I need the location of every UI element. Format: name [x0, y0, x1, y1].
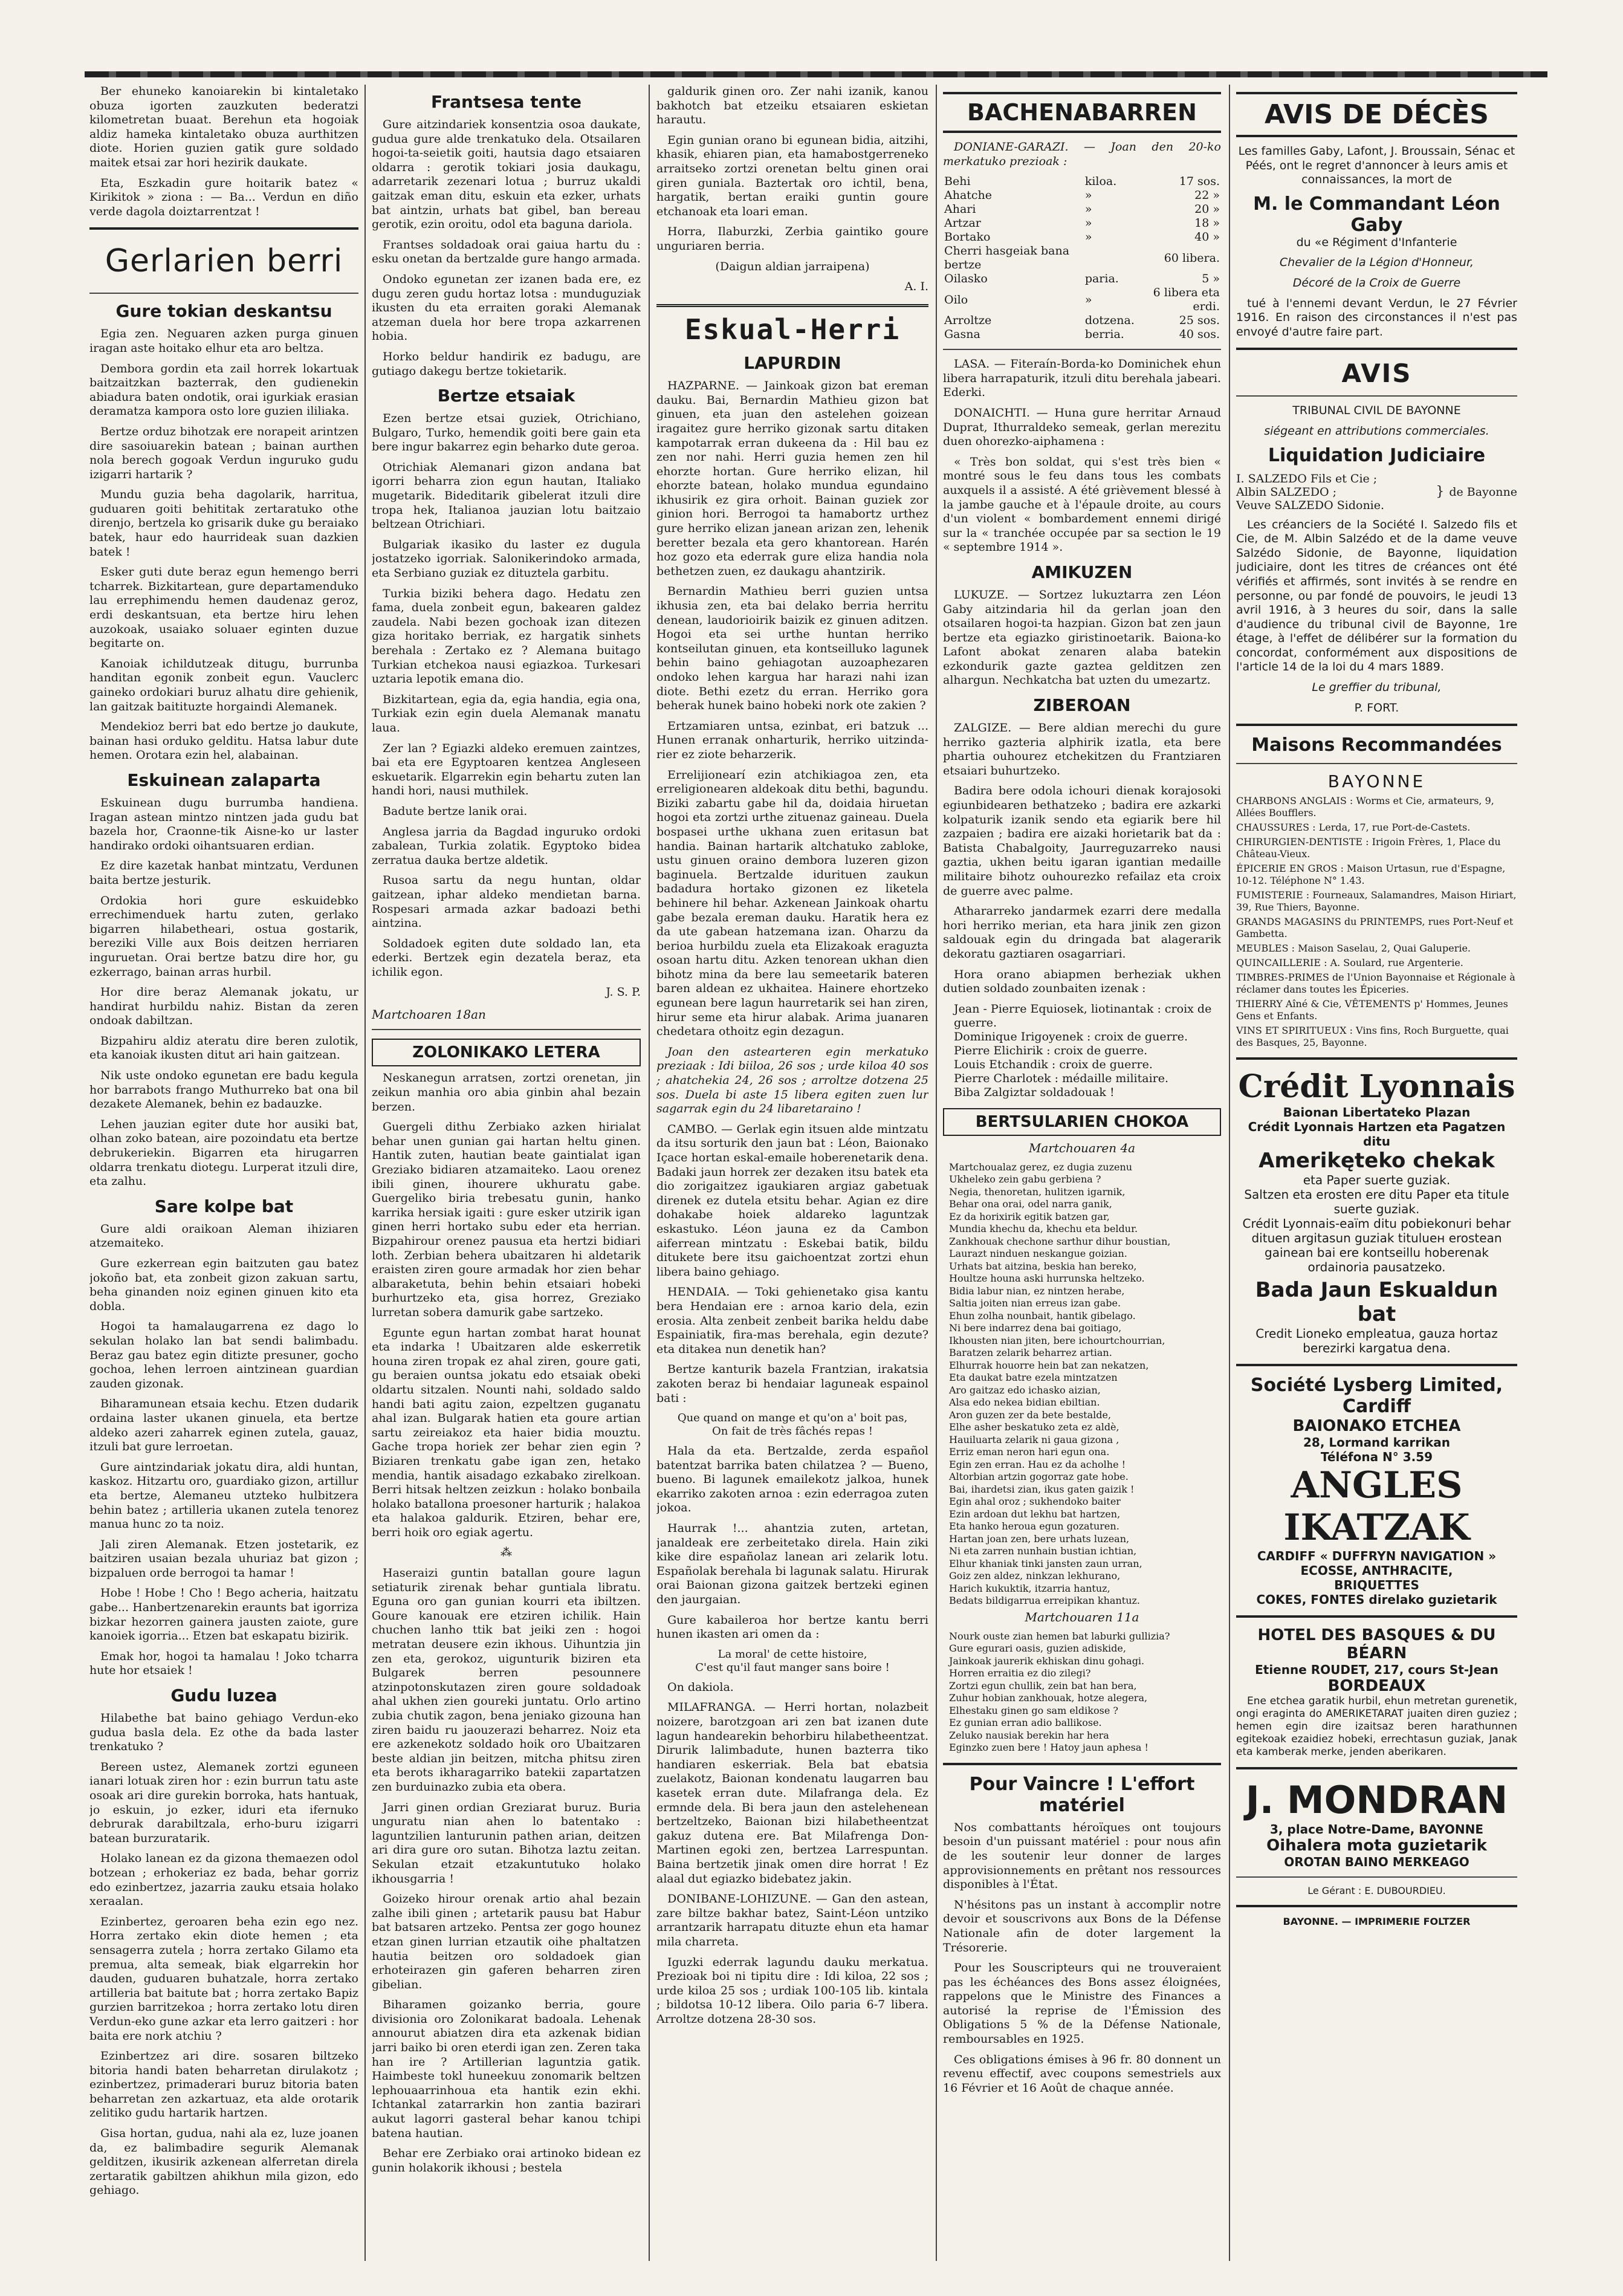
text-line: Zuhur hobian zankhouak, hotze alegera,	[949, 1692, 1148, 1704]
ad-text: OROTAN BAINO MERKEAGO	[1284, 1855, 1469, 1870]
ad-title: AVIS DE DÉCÈS	[1236, 92, 1517, 137]
price-cell: paria.	[1084, 272, 1119, 286]
text-line: Laurazt ninduen neskangue goizian.	[949, 1248, 1127, 1260]
price-cell: 6 libera eta erdi.	[1153, 286, 1220, 314]
text-line: Altorbian artzin gogorraz gate hobe.	[949, 1471, 1129, 1483]
price-cell: 40 »	[1194, 230, 1220, 244]
text-line: Pierre Elichirik : croix de guerre.	[954, 1043, 1148, 1057]
paragraph: Mundu guzia beha dagolarik, harritua, guduaren goiti behititak zertaratuko othe direnjo, bertzela ko grisarik duke gu beraiako batek, haur edo haurrideak suan dazkien batek !	[89, 488, 358, 559]
price-row	[943, 175, 1221, 189]
price-cell: »	[1084, 293, 1092, 306]
paragraph: DONAICHTI. — Huna gure herritar Arnaud Duprat, Ithurraldeko semeak, gerlan merezitu duen ohorezko-aiphamena :	[943, 406, 1221, 449]
region-heading: BACHENABARREN	[943, 92, 1221, 133]
paragraph: Eta, Eszkadin gure hoitarik batez « Kirikitok » ziona : — Ba... Verdun en diño verde dagola doiztarrentzat !	[89, 176, 358, 218]
dateline: Martchouaren 4a	[1028, 1140, 1136, 1155]
price-table	[943, 175, 1221, 342]
paragraph: Dembora gordin eta zail horrek lokartuak baitzaitzkan bazterrak, den gudienekin abiadura baten ondotik, orai igurkiak erasian deramatza kampora osto lore guzien ililiaka.	[89, 362, 358, 418]
divider	[1236, 1767, 1517, 1769]
column-2	[372, 85, 641, 2285]
price-cell: 18 »	[1194, 216, 1220, 230]
ad-heading: ANGLES IKATZAK	[1283, 1464, 1470, 1549]
text-line: Ezin ardoan dut lekhu bat hartzen,	[949, 1508, 1121, 1520]
price-cell: 40 sos.	[1179, 328, 1220, 342]
top-border	[85, 71, 1547, 77]
paragraph: Guergeli dithu Zerbiako azken hirialat behar unen gunian gai hartan heltu ginen. Hantik zuten, hautian beate gaintialat igan Greziako bidiaren atzamaiteko. Laou orenez ibili ginen, ihourere ukhuratu gabe. Guergeliko biria trebesatu gunin, hanko karrika hersiak igaiti : gure esker utzirik igan ginen herri hortako subu eder eta herrian. Bizpahirour orenez pausua eta hertzi bidiari loth. Zerbian behera ubaitzaren hi aldetarik eraisten ziren goure armadak hor zien behar albaraketuta, behin behin etsaiari hobeki burhurtzeko eta, gisa horrez, Greziako lurretan sobera damurik gabe sartzeko.	[372, 1120, 641, 1319]
price-row	[943, 230, 1221, 244]
text-line: Ehun zolha nounbait, hantik gibelago.	[949, 1309, 1136, 1321]
price-row	[943, 328, 1221, 342]
price-cell: 25 sos.	[1179, 314, 1220, 328]
paragraph: Goizeko hirour orenak artio ahal bezain zalhe ibili ginen ; artetarik pausu bat Habur bat batsaren artzeko. Pentsa zer gogo hounez etzan ginen lurrian etzautik oihe phaltatzen hautia beitzen oro soldadoek gian erhoteirazen gin gaferen beharren ziren gibelian.	[372, 1892, 641, 1991]
ad-title: HOTEL DES BASQUES & DU BÉARN	[1257, 1626, 1496, 1663]
paragraph: CAMBO. — Gerlak egin itsuen alde mintzatu da itsu sorturik den jaun bat : Léon, Baionako Içace hortan eskal-emaile hoberenetarik dena. Badaki jaun horrek zer dezaken itsu batek eta dio zorigaitzez igaukiaren argiaz gabetuak direnek ez dutela etsitu behar. Agian ez dire dohakabe hoiek aldareko laguntzak eskastuko. Léon jauna ez da Cambon aiferrean mintzatu : Eskebai batik, bildu ditukete bere itsu gaichoentzat zortzi ehun libera baino gehiago.	[656, 1122, 928, 1279]
text-line: Houltze houna aski hurrunska heltzeko.	[949, 1273, 1145, 1285]
paragraph: Horko beldur handirik ez badugu, are gutiago dakegu bertze tokietarik.	[372, 349, 641, 378]
column-rule	[649, 85, 650, 2261]
text-line: Gure egurari oasis, guzien adiskide,	[949, 1643, 1126, 1655]
paragraph: Anglesa jarria da Bagdad inguruko ordoki zabalean, Turkia zolatik. Egyptoko bidea zerratua dauka bertze aldetik.	[372, 825, 641, 867]
text-line: ÉPICERIE EN GROS : Maison Urtasun, rue d'Espagne, 10-12. Téléphone N° 1.43.	[1236, 863, 1506, 887]
text-line: Negia, thenoretan, hulitzen igarnik,	[949, 1185, 1126, 1198]
ad-text: I. SALZEDO Fils et Cie ;	[1236, 472, 1378, 485]
price-cell: 5 »	[1202, 272, 1220, 286]
ad-text: ECOSSE, ANTHRACITE,	[1300, 1563, 1453, 1578]
paragraph: Zer lan ? Egiazki aldeko eremuen zaintzes, bai eta ere Egyptoaren kentzea Angleseen eskuetarik. Elgarrekin egin behartu zuten lan handi hori, nausi muthilek.	[372, 741, 641, 798]
honor-list	[943, 1002, 1221, 1100]
text-line: Dominique Irigoyenek : croix de guerre.	[954, 1030, 1188, 1043]
text-line: Horren erraitia ez dio zilegi?	[949, 1667, 1091, 1679]
price-cell: 22 »	[1194, 189, 1220, 203]
paragraph: Gure kabaileroa hor bertze kantu berri hunen ikasten ari omen da :	[656, 1613, 928, 1641]
text-line: CHIRURGIEN-DENTISTE : Irigoin Frères, 1, Place du Château-Vieux.	[1236, 836, 1501, 860]
text-line: Aro gaitzaz edo ichasko aizian,	[949, 1384, 1101, 1396]
text-line: CHARBONS ANGLAIS : Worms et Cie, armateurs, 9, Allées Boufflers.	[1236, 795, 1494, 819]
region-heading: LAPURDIN	[743, 353, 841, 374]
article-heading: Gure tokian deskantsu	[115, 301, 332, 322]
price-cell: Behi	[944, 175, 971, 189]
region-heading: AMIKUZEN	[1031, 562, 1133, 582]
ad-title: AVIS	[1341, 358, 1412, 389]
divider	[1236, 395, 1517, 397]
divider	[89, 293, 358, 294]
price-cell: berria.	[1084, 328, 1124, 342]
divider	[1236, 1876, 1517, 1878]
ad-heading: Amerikęteko chekak	[1259, 1149, 1495, 1173]
price-cell	[1084, 244, 1136, 272]
price-cell: kiloa.	[1084, 175, 1117, 189]
paragraph: Gure aitzindariek konsentzia osoa daukate, gudua gure alde trenkatuko dela. Otsailaren hogoi-ta-seietik goiti, hautsia dago etsaiaren oldarra : gerotik tokiari josia daukagu, adarretarik zezenari lotuа ; burruz ukaldi gaitzak eman ditu, eskuin eta ezker, urhats bat aintzin, urhats bat gibel, ban bereau gerotik, ezin oroitu, odol eta baguna dariola.	[372, 118, 641, 232]
bank-ad	[1236, 1068, 1517, 1355]
paragraph: Badute bertze lanik orai.	[383, 804, 528, 818]
paragraph: Nik uste ondoko egunetan ere badu kegula hor barrabots frango Muthurreko bat ona bil dezakete Alemanek, behin ez badauzke.	[89, 1069, 358, 1111]
dateline: Martchoaren 18an	[372, 1007, 486, 1022]
price-cell: »	[1084, 216, 1092, 230]
region-heading: ZIBEROAN	[1033, 695, 1131, 716]
paragraph: Lehen jauzian egiter dute hor ausiki bat, olhan zoko batean, aire pozoindatu eta bertze debrukeriekin. Bigarren eta hirugarren oldarra trenkatu diotegu. Lurperat itzuli dire, eta zalhu.	[89, 1117, 358, 1189]
paragraph: Hilabethe bat baino gehiago Verdun-eko guduа basla dela. Ez othe da bada laster trenkatuko ?	[89, 1711, 358, 1754]
ad-text: Saltzen eta erosten ere ditu Paper eta titule suerte guziak.	[1244, 1187, 1509, 1217]
paragraph: Otrichiak Alemanari gizon andana bat igorri beharra zion egun hautan, Italiako mugetarik. Bideditarik gibelerat itzuli dire tropa hek, Italianoa jauzian lotu baitzaio beltzean Otrichiari.	[372, 460, 641, 531]
price-cell: »	[1084, 189, 1092, 203]
text-line: Bidia labur nian, ez nintzen herabe,	[949, 1285, 1125, 1297]
quote: La moral' de cette histoire, C'est qu'il faut manger sans boire !	[695, 1647, 890, 1674]
paragraph: Ezinbertzez ari dire. sosaren biltzeko bitoria handi baten beharretan dirulakotz ; ezinbertzez, primaderari buruz bitoria baten beharretan zen azkartuaz, eta alde orotarik zelitiko gudu hartarik hartzen.	[89, 2049, 358, 2120]
paragraph: Bernardin Mathieu berri guzien untsa ikhusia zen, eta bai delako berria herritu denean, laudorioirik baizik ez ginuen aditzen. Hogoi eta sei urthe huntan herriko kontseilutan ginuen, eta kontseilluko lagunek behin baino gehiagotan auzoaphezaren ondoko lehen kargua har harazi nahi izan diote. Bethi ezetz du erran. Herriko gora beherak hunek baino hobeki nork ote zakien ?	[656, 585, 928, 713]
text-line: Alsa edo nekea bidian ebiltian.	[949, 1396, 1100, 1409]
ad-text: Les familles Gaby, Lafont, J. Broussain, Sénac et Péés, ont le regret d'annoncer à leurs amis et connaissances, la mort de	[1238, 144, 1515, 187]
paragraph: Horra, Ilaburzki, Zerbia gaintiko goure unguriaren berria.	[656, 225, 928, 253]
text-line: CHAUSSURES : Lerda, 17, rue Port-de-Castets.	[1236, 822, 1471, 834]
ad-text: Veuve SALZEDO Sidonie.	[1236, 498, 1385, 512]
price-cell: Artzar	[944, 216, 981, 230]
ad-heading: Liquidation Judiciaire	[1268, 444, 1486, 466]
ad-heading: Bada Jaun Eskualdun bat	[1255, 1278, 1498, 1327]
divider	[372, 1029, 641, 1030]
paragraph: Ber ehuneko kanoiarekin bi kintaletako obuza igorten zauzkuten bederatzi kilometretan buaat. Berehun eta hogoiak aldiz hameka kintaletako obuza aurthitzen diote. Horien guzien gatik gure soldado maitek etsai zar hori hezirik daukate.	[89, 85, 358, 169]
death-notice	[1236, 92, 1517, 339]
text-line: Hartan joan zen, bere urhats luzean,	[949, 1532, 1130, 1545]
text-line: Ikhousten nian jiten, bere ichourtchourrian,	[949, 1334, 1165, 1346]
paragraph: Errelijionearí ezin atchikiagoa zen, eta erreligionearen aldekoak ditu bethi, bagundu. Biziki zabartu gabe hil da, doidaia hiruetan hogoi eta zortzi urthe zituenaz gaineau. Duela bospasei urthe ukhana zuen eritasun bat handia. Bainan hartarik altchatuko zabloke, ustu ginuen oraino dembora luzeren gizon baginuela. Bertzalde idurituen zaukun badadura hortako gizonen ez liketela behinere hil behar. Azkenean Jainkoak ohartu gabe bezala ereman dauku. Haratik hera ez da ute gabean hatzemana izan. Oharzu da berioa hurbildu zuela eta Elizakoak eraguzta osoan hartu ditu. Azken tenorean ukhan dien bihotz mina da bere lau semeetarik bateren baren aldean ez ukhaitea. Hainere ehortzeko egunean bere lagun haurretarik sei han ziren, hirur seme eta hirur alabak. Arima juanaren chedetara othoitz egin dezagun.	[656, 768, 928, 1039]
paragraph: Emak hor, hogoi ta hamalau ! Joko tcharra hute hor etsaiek !	[89, 1649, 358, 1678]
price-cell: Bortako	[944, 230, 991, 244]
article-heading: Bertze etsaiak	[437, 386, 575, 406]
ad-text: du «e Régiment d'Infanterie	[1296, 235, 1457, 249]
paragraph: DONIANE-GARAZI. — Joan den 20-ko merkatuko preziоak :	[943, 140, 1221, 168]
price-cell: Cherri hasgeiak bana bertze	[944, 244, 1070, 272]
paragraph: Athararreko jandarmek ezarri dere medalla hori herriko merian, eta hara jinik zen gizon saldouak egin du dringada bat alagerarik dekoratu gaztiaren osagarriari.	[943, 904, 1221, 961]
divider	[89, 227, 358, 230]
ad-title: Maisons Recommandées	[1251, 735, 1502, 756]
column-4	[943, 85, 1221, 2285]
price-cell: Oilo	[944, 293, 968, 306]
ad-text: TRIBUNAL CIVIL DE BAYONNE	[1292, 404, 1461, 418]
paragraph: Bulgariak ikasiko du laster ez dugula jostatzeko igorriak. Salonikerindoko armada, eta Serbiano guziak ez dituztela garbitu.	[372, 537, 641, 580]
paragraph: Egunte egun hartan zombat harat hounat eta indarka ! Ubaitzaren alde eskerretik houna ziren tropak ez ahal ziren, goure gati, gu beraien ountsa jokatu edo etsaiak obeki oldartu sitzalen. Nounti nahi, soldado saldo handi bati agitu zaion, ezpeltzen guganatu ahal izan. Bulgarak hatien eta goure artian sartu zeireiakoz eta haier bidia mouztu. Gache tropa horiek zer behar zien egin ? Biziaren trenkatu gabe igan zen, hetako mendia, hantik aisadago ezkabako zirelkoan. Berri hitsak heltzen zeizkun : holako bonbaila holako batallona proesoner harturik ; halakoa eta halakoa galdurik. Etziren, behar ere, berri hoik oro egiak agertu.	[372, 1326, 641, 1539]
price-cell: »	[1084, 230, 1092, 244]
paragraph: (Daigun aldian jarraipena)	[715, 259, 870, 273]
price-cell: Ahari	[944, 203, 976, 216]
paragraph: Gisa hortan, gudua, nahi ala ez, luze joanen da, ez balimbadire segurik Alemanak gelditzen, ikusirik azkenean alferretan direla zertaratik gabiltzen ahikhun mila gizon, edo gehiago.	[89, 2127, 358, 2197]
text-line: Zortzi egun chullik, zein bat han bera,	[949, 1679, 1137, 1691]
ad-text: BRIQUETTES	[1334, 1578, 1419, 1593]
text-line: Eta hanko heroua egun gozaturen.	[949, 1520, 1119, 1532]
paragraph: Bertze kanturik bazela Frantzian, irakatsia zakoten beraz bi hendaiar laguneak espainol bati :	[656, 1363, 928, 1405]
text-line: GRANDS MAGASINS du PRINTEMPS, rues Port-Neuf et Gambetta.	[1236, 916, 1514, 940]
paragraph: Hobe ! Hobe ! Cho ! Bego acheria, haitzatu gabe... Hanbertzenarekin eraunts bat igorriza bizkar hezorren gainera jausten zaiote, gure kanoiek igorria... Etzen bat eskapatu bizirik.	[89, 1586, 358, 1643]
price-cell: 20 »	[1194, 203, 1220, 216]
paragraph: Joan den astearteren egin merkatuko preziаak : Idi biiloa, 26 sos ; urde kiloa 40 sos ; ahatchekia 24, 26 sos ; arroltze dotzena 25 sos. Duela bi aste 15 libera egiten zuen lur sagarrak egin du 24 libaretaraino !	[656, 1045, 928, 1116]
paragraph: Bizpahiru aldiz ateratu dire beren zulotik, eta kanoiak ikusten ditut ari hain gaitzean.	[89, 1034, 358, 1062]
text-line: Elhur khaniak tinki jansten zaun urran,	[949, 1557, 1142, 1569]
paragraph: Iguzki ederrak lagundu dauku merkatua. Preziоak boi ni tipitu dire : Idi kiloa, 22 sos ; urde kiloa 25 sos ; urdiak 100-105 lib. kintala ; bildotsa 10-12 libera. Oilo paria 6-7 libera. Arroltze dotzena 28-30 sos.	[656, 1955, 928, 2026]
text-line: Egin ahal oroz ; sukhendoko baiter	[949, 1496, 1121, 1508]
paragraph: LUKUZE. — Sortzez lukuztarra zen Léon Gaby aitzindaria hil da gerlan joan den otsailaren hogoi-ta hazpian. Gizon bat zen jaun bertze eta egiazko giristinoetarik. Baiona-ko Lafont abokat zenaren alaba batekin ezkondurik gazte gaztea gelditzen zen alhargun. Nechkatcha bat uzten du umezartz.	[943, 588, 1221, 687]
price-cell: Arroltze	[944, 314, 992, 328]
text-line: Bedats bildigarrua erreipikan khantuz.	[949, 1595, 1141, 1607]
column-1	[89, 85, 358, 2285]
paragraph: Bizkitartean, egia da, egia handia, egia ona, Turkiak ezin egin duela Alemanak manatu laua.	[372, 692, 641, 735]
gerant-line: Le Gérant : E. DUBOURDIEU.	[1307, 1885, 1446, 1897]
price-row	[943, 203, 1221, 216]
fabric-ad	[1236, 1778, 1517, 1869]
paragraph: Hala da eta. Bertzalde, zerda español batentzat barrika baten chilatzea ? — Bueno, bueno. Bi lagunek emailekotz jalkoa, hunek ekarriko zakoten arnoa : ezin ederragoa zuten jokoa.	[656, 1444, 928, 1515]
paragraph: Hora orano abiapmen berheziak ukhen dutien soldado zounbaiten izenak :	[943, 967, 1221, 996]
paragraph: Haurrak !... ahantzia zuten, artetan, janaldeak ere zerbeitetako direla. Hain ziki kike dire españolaz lanean ari zelarik lotu. Españolak berehala bi lagunak salatu. Hirurak orai Baionan gizona gaitzek bertzeki eginen den jaurgaian.	[656, 1522, 928, 1607]
column-5	[1236, 85, 1517, 2285]
paragraph: Turkia biziki behera dago. Hedatu zen fama, duela zonbeit egun, bakearen galdez zaudela. Nabi bezen gochoak izan ditezen giza horitako berriak, ez hargatik sinhets berehala : Zertako ez ? Alemana buitago Turkian etchekoa nausi egiazkoa. Turkesari uztaria lepotik emana dio.	[372, 586, 641, 686]
divider	[943, 1763, 1221, 1765]
paragraph: Jali ziren Alemanak. Etzen jostetarik, ez baitziren usaian bezala uhuriaz bat gizon ; bizpaluen orde berrogoi ta hamar !	[89, 1537, 358, 1580]
paragraph: N'hésitons pas un instant à accomplir notre devoir et souscrivons aux Bons de la Défense Nationale afin de doter largement la Trésorerie.	[943, 1898, 1221, 1954]
price-row	[943, 314, 1221, 328]
text-line: Baratzen zelarik beharrez artian.	[949, 1347, 1112, 1359]
paragraph: Egin gunian orano bi egunean bidia, aitzihi, khasik, ehiaren pian, eta hamabostgerreneko arraitseko zortzi orenetan beltu ginen orai giren guniala. Baztertak oro ichtil, bena, hargatik, bertan eraiki guntin goure etchanoak eta loari eman.	[656, 133, 928, 218]
ad-text: eta Paper suerte guziak.	[1303, 1173, 1451, 1188]
article-heading: Frantsesa tente	[430, 92, 581, 112]
ad-title: Société Lysberg Limited, Cardiff	[1250, 1375, 1503, 1418]
text-line: Ez gunian erran adio ballikose.	[949, 1717, 1102, 1729]
ad-text: Oihalera mota guzietarik	[1266, 1837, 1487, 1855]
text-line: Jean - Pierre Equiosek, liotinantak : croix de guerre.	[954, 1002, 1212, 1030]
price-row	[943, 272, 1221, 286]
paragraph: Egia zen. Neguaren azken purga ginuen iragan aste hoitako elhur eta aro beltza.	[89, 327, 358, 355]
text-line: VINS ET SPIRITUEUX : Vins fins, Roch Burguette, quai des Basques, 25, Bayonne.	[1236, 1025, 1509, 1049]
text-line: TIMBRES-PRIMES de l'Union Bayonnaise et Régionale à réclamer dans toutes les Épiceries.	[1236, 971, 1515, 996]
text-line: Bai, ihardetsi zian, ikus gaten gaizik !	[949, 1483, 1135, 1495]
paragraph: HAZPARNE. — Jainkoak gizon bat ereman dauku. Bai, Bernardin Mathieu gizon bat ginuen, eta juan den astelehen goizean iragaitez gure herriko gizonak sartu ditaken kampotarrak erran dukeena da : Hil bau ez zen nor nahi. Herri guzia hemen zen hil ehorzte hortan. Gure herriko elizan, hil ehorzte batean, holako munduа egundaino ikhusirik ez gira orhoit. Bainan guziek zor ginion hori. Berrogoi ta hamabortz urthez gure herriko elizan janean arizan zen, lehenik beretter bezala eta gero khantorean. Harén hoz gozo eta ederrak gure eliza handia nola bethetzen zuen, ez daukagu ahantzirik.	[656, 379, 928, 578]
divider	[1236, 348, 1517, 350]
ad-text: Téléfona N° 3.59	[1320, 1450, 1433, 1465]
paragraph: Behar ere Zerbiako orai artinoko bidean ez gunin holakorik ikhousi ; bestela	[372, 2147, 641, 2174]
ad-text: siégeant en attributions commerciales.	[1264, 424, 1489, 438]
ad-text: Ene etchea garatik hurbil, ehun metretan gurenetik, ongi eraginta do AMERIKETARAT juaiten diren guziez ; hemen egin dire izaitsaz beren harathunnen egitekoak ezaidiez hobeki, errechtasun guziak, Janak eta kamberak merke, jenden aberikaren.	[1236, 1695, 1517, 1759]
divider	[1236, 1905, 1517, 1907]
price-row	[943, 286, 1221, 314]
text-line: Hauiluarta zelarik ni gaua gizona ,	[949, 1433, 1119, 1445]
paragraph: Soldadoek egiten dute soldado lan, eta ederki. Bertzek egin dezatela beraz, eta ichilik egon.	[372, 936, 641, 979]
text-line: Mundia khechu da, khechu eta beldur.	[949, 1223, 1138, 1235]
poem	[943, 1630, 1221, 1754]
paragraph: Gure ezkerrean egin baitzuten gau batez jokoño bat, eta zonbeit gizon zakuan sartu, beha ginanden noiz eginen ginuen kito eta dobla.	[89, 1257, 358, 1313]
text-line: Eta daukat batre ezela mintzatzen	[949, 1372, 1118, 1384]
text-line: FUMISTERIE : Fourneaux, Salamandres, Maison Hiriart, 39, Rue Thiers, Bayonne.	[1236, 889, 1517, 913]
article-heading: Sare kolpe bat	[154, 1196, 294, 1216]
ad-text: Baionan Libertateko Plazan	[1283, 1105, 1471, 1120]
paragraph: Rusoa sartu da negu huntan, oldar gaitzean, iphar aldeko mendietan barna. Rospesari armada azkar badoazi bethi aintzina.	[372, 874, 641, 930]
paragraph: Biharamunean etsaia kechu. Etzen dudarik ordaina laster ukanen ginuela, eta bertze aldeko azeri zaharrek eginen zutela, gauaz, itzuli bat gure lerroetan.	[89, 1397, 358, 1454]
text-line: Zeluko nausiak berekin har hera	[949, 1729, 1109, 1741]
price-cell: Ahatche	[944, 189, 993, 203]
paragraph: Gure aintzindariak jokatu dira, aldi huntan, kaskoz. Hitzartu oro, guardiako gizon, artillur eta bertze, Alemaneu utzteko hulbitzera behin batez ; artilleria ukanen zutela tenorez manua hunc zo ta noiz.	[89, 1460, 358, 1531]
ad-title: J. MONDRAN	[1245, 1778, 1508, 1823]
text-line: Ez da horixirik egitik batzen gar,	[949, 1210, 1110, 1222]
paragraph: Haseraizi guntin batallan goure lagun setiaturik zirenak behar guntiala libratu. Eguna oro gan gunian kourri eta ibiltzen. Goure kanouak ere etziren ichilik. Hain chuchen lanho ttik bat jeiki zen : hogoi metratan deusere ezin ikhous. Uihuntzia jin zen eta, gerokoz, uigunturik biziren eta Bulgarek berren pesounnere atzinpotonskutazen ziren goure soldadoak ahal ukhen zien goureki juntatu. Orlo artino zubia chutik zagon, bena jeniako gizouna han ziren baidu ru jaouzerazi beharrez. Noiz eta ere azkenekotz soldado hoik oro Ubaitzaren beste aldian jin beitzen, mitcha phitsu ziren eta berots ikharagarriko batekii zapartatzen zen burduinazko zubia eta obera.	[372, 1566, 641, 1794]
article-heading: ZOLONIKAKO LETERA	[372, 1039, 641, 1066]
paragraph: Frantses soldadoak orai gaiua hartu du : esku onetan da bertzalde gure hango armada.	[372, 238, 641, 266]
paragraph: Biharamen goizanko berria, goure divisionia oro Zolonikarat badoala. Lehenak annourut abiatzen dira eta azkenak bidian jarri baiko bi oren eterdi igan zen. Zeren taka han ire ? Artillerian laguntzia gatik. Haimbeste tokl huneekuu zonomarik beltzen lephouaarrinhoua eta hantik ezin ekhi. Ichtankal zatarrarkin hon zantia bazirari aukut lagorri gasteral behar kanou tchipi batena hautian.	[372, 1998, 641, 2140]
paragraph: « Très bon soldat, qui s'est très bien « montré sous le feu dans tous les combats auxquels il a assisté. A été grièvement blessé à la jambe gauche et à l'épaule droite, au cours d'un violent « bombardement ennemi dirigé sur la « tranchée occupée par sa section le 19 « septembre 1914 ».	[943, 455, 1221, 554]
ad-text: tué à l'ennemi devant Verdun, le 27 Février 1916. En raison des circonstances il n'est pas envoyé d'autre faire part.	[1236, 296, 1517, 339]
article-heading: Gudu luzea	[170, 1685, 277, 1706]
dateline: Martchouaren 11a	[1025, 1609, 1139, 1624]
paragraph: Hogoi ta hamalaugarrena ez dago lo sekulan holako lan bat sendi balimbadu. Beraz gau batez egin ditizte presuner, gocho gochoa, lehen lerroen aintzinean guardian zauden gizonak.	[89, 1320, 358, 1390]
article-heading: Eskuinean zalaparta	[127, 770, 321, 790]
paragraph: Eskuinean dugu burrumba handiena. Iragan astean mintzo nintzen jada gudu bat bazela hor, Craonne-tik Aisne-ko ur laster handirako ordoki oihantsuaren erdian.	[89, 796, 358, 852]
price-row	[943, 189, 1221, 203]
column-rule	[936, 85, 937, 2261]
paragraph: On dakiola.	[667, 1680, 734, 1694]
article-heading: BERTSULARIEN CHOKOA	[943, 1108, 1221, 1136]
quote: Que quand on mange et qu'on a' boit pas, On fait de très fâchés repas !	[677, 1412, 908, 1438]
divider	[1236, 1057, 1517, 1060]
ad-text: Crédit Lyonnais-eaïm ditu pobiekonuri behar dituen argitasun guziak titulueн erostean gainean bai ere kontseillu hoberenak ordainoriа pausatzeko.	[1242, 1216, 1511, 1275]
legal-notice: AVIS TRIBUNAL CIVIL DE BAYONNE siégeant en attributions commerciales. Liquidation Judiciaire I. SALZEDO Fils et Cie ; Albin SALZEDO ; Veuve SALZEDO Sidonie. } de Bayonne Les créanciers de la Société I. Salzedo fils et Cie, de M. Albin Salzédo et de la dame veuve Salzédo Sidonie, de Bayonne, liquidation judiciaire, dont les titres de créances ont été vérifiés et affirmés, sont invités à se rendre en personne, ou par fondé de pouvoirs, le jeudi 13 avril 1916, à 3 heures du soir, dans la salle d'audience du tribunal civil de Bayonne, 1re étage, à l'effet de délibérer sur la formation du concordat, conformément aux dispositions de l'article 14 de la loi du 4 mars 1889. Le greffier du tribunal, P. FORT.	[1236, 358, 1517, 715]
price-cell: »	[1084, 203, 1092, 216]
text-line: Biba Zalgiztar soldadouak !	[954, 1085, 1115, 1099]
price-row	[943, 216, 1221, 230]
price-cell: 60 libera.	[1164, 251, 1220, 265]
ad-text: Etienne ROUDET, 217, cours St-Jean	[1255, 1662, 1498, 1678]
asterism: ⁂	[501, 1546, 512, 1560]
article-heading: Pour Vaincre ! L'effort matériel	[969, 1773, 1195, 1816]
ad-text: Albin SALZEDO ;	[1236, 485, 1336, 499]
ad-name: M. le Commandant Léon Gaby	[1253, 193, 1500, 236]
column-rule	[1229, 85, 1230, 2261]
paragraph: Badira bere odola ichouri dienak korajosoki egiunbidearen bethatzeko ; badira ere azkarki kolpaturik izanik sendo eta egiarik bere hil zazpaien ; badira ere aizaki horietarik bat da : Batista Chabalgoity, Jaurreguzarreko nausi gaztia, ukhen beitu igaran igantian medaille militaire bihotz ouhourezko refailaz eta croix de guerre avec palme.	[943, 784, 1221, 898]
paragraph: Neskanegun arratsen, zortzi orenetan, jin zeikun manhia oro abia ginbin ahal bezain berzen.	[372, 1071, 641, 1114]
paragraph: Hor dire beraz Alemanak jokatu, ur handirat hurbildu nahiz. Bistan da zeren ondoak dabiltzan.	[89, 985, 358, 1028]
text-line: Saltia joiten nian erreus izan gabe.	[949, 1297, 1121, 1309]
paragraph: Jarri ginen ordian Greziarat buruz. Buria unguratu nian ahen lo batentako : laguntzilien lanturunin pathen arian, deitzen ari dira gure oro sutan. Bihotza laztu zeitan. Sekulan etzait etzakuntutuko holako ikhousgarria !	[372, 1800, 641, 1886]
text-line: Pierre Charlotek : médaille militaire.	[954, 1071, 1169, 1085]
text-line: Ukheleko zein gabu gerbiena ?	[949, 1173, 1101, 1185]
divider	[1236, 1615, 1517, 1618]
text-line: MEUBLES : Maison Saselau, 2, Quai Galuperie.	[1236, 942, 1471, 955]
printer-line: BAYONNE. — IMPRIMERIE FOLTZER	[1283, 1916, 1471, 1928]
paragraph: HENDAIA. — Toki gehienetako gisa kantu bera Hendaian ere : arnoa kario dela, ezin erosia. Alta zenbeit zenbeit barika heldu dabe Espainiatik, fira-mas berehala, egin dezute? eta ditakea nun denetik han?	[656, 1285, 928, 1356]
section-title: Eskual-Herri	[656, 304, 928, 346]
paragraph: Ez dire kazetak hanbat mintzatu, Verdunen baita bertze jesturik.	[89, 859, 358, 887]
paragraph: Pour les Souscripteurs qui ne trouveraient pas les échéances des Bons assez éloignées, rappelons que le Ministre des Finances a autorisé la reprise de l'Émission des Obligations 5 % de la Défense Nationale, remboursables en 1925.	[943, 1961, 1221, 2046]
text-line: Louis Etchandik : croix de guerre.	[954, 1057, 1153, 1071]
text-line: Zankhouak chechone sarthur dihur boustian,	[949, 1235, 1171, 1247]
text-line: Elhurrak houorre hein bat zan nekatzen,	[949, 1359, 1149, 1371]
paragraph: galdurik ginen oro. Zer nahi izanik, kanou bakhotch bat etzeiku etsaiaren eskietan harautu.	[656, 85, 928, 127]
paragraph: Ces obligations émises à 96 fr. 80 donnent un revenu effectif, avec coupons semestriels aux 16 Février et 16 Août de chaque année.	[943, 2052, 1221, 2095]
ad-text: COKES, FONTES direlako guzietarik	[1256, 1592, 1497, 1607]
text-line: Egin zen erran. Hau ez da acholhe !	[949, 1458, 1126, 1470]
text-line: Ni bere indarrez dena bai goitiago,	[949, 1322, 1122, 1334]
text-line: Martchoualaz gerez, ez dugia zuzenu	[949, 1161, 1133, 1173]
ad-text: Les créanciers de la Société I. Salzedo fils et Cie, de M. Albin Salzédo et de la dame veuve Salzédo Sidonie, de Bayonne, liquidation judiciaire, dont les titres de créances ont été vérifiés et affirmés, sont invités à se rendre en personne, ou par fondé de pouvoirs, le jeudi 13 avril 1916, à 3 heures du soir, dans la salle d'audience du tribunal civil de Bayonne, 1re étage, à l'effet de délibérer sur la formation du concordat, conformément aux dispositions de l'article 14 de la loi du 4 mars 1889.	[1236, 517, 1517, 674]
ad-text: Décoré de la Croix de Guerre	[1292, 276, 1461, 290]
paragraph: Kanoiak ichildutzeak ditugu, burrunba handitan egonik zonbeit egun. Vauclerc gaineko ordokiari buruz alhatu dire gehienik, lan gaitzak baitituzte horgaindi Alemanek.	[89, 657, 358, 713]
section-title: Gerlarien berri	[105, 243, 343, 280]
shop-list	[1236, 795, 1517, 1049]
column-rule	[364, 85, 366, 2261]
text-line: THIERRY Aîné & Cie, VÊTEMENTS p' Hommes, Jeunes Gens et Enfants.	[1236, 998, 1508, 1022]
text-line: Erriz eman neron hari egun ona.	[949, 1446, 1110, 1458]
signature: A. I.	[904, 280, 928, 294]
text-line: Eginzko zuen bere ! Hatoy jaun aphesa !	[949, 1742, 1148, 1754]
paragraph: Ezen bertze etsai guziek, Otrichiano, Bulgaro, Turko, hemendik goiti bere gain eta bere ingur bakarrez egin beharko dute geroa.	[372, 412, 641, 454]
text-line: Goiz zen aldez, ninkzan lekhurano,	[949, 1570, 1121, 1582]
price-cell: Oilasko	[944, 272, 988, 286]
price-row	[943, 244, 1221, 272]
ad-text: Le greffier du tribunal,	[1312, 681, 1442, 695]
text-line: Ni eta zarren nunhain bustian ichtian,	[949, 1545, 1137, 1557]
paragraph: LASA. — Fiteraín-Borda-ko Dominichek ehun libera harrapaturik, itzuli ditu berehala jabeari. Ederki.	[943, 357, 1221, 400]
ad-text: BAIONAKO ETCHEA	[1292, 1417, 1461, 1436]
paragraph: Bertze orduz bihotzak ere norapeit arintzen dire sasoiuarekin batean ; bainan aurthen nola berech gogoak Verdun inguruko gudu izigarri hartarik ?	[89, 424, 358, 481]
text-line: Behar ona orai, odel narra ganik,	[949, 1198, 1112, 1210]
divider	[1236, 763, 1517, 764]
price-cell: 17 sos.	[1179, 175, 1220, 189]
text-line: Nourk ouste zian hemen bat laburki gullizia?	[949, 1630, 1170, 1642]
ad-text: CARDIFF « DUFFRYN NAVIGATION »	[1257, 1549, 1497, 1564]
paragraph: Ertzamiaren untsa, ezinbat, eri batzuk ... Hunen erranak onharturik, herriko uitzinda-rier ez ziote beharzerik.	[656, 719, 928, 761]
signature: J. S. P.	[606, 985, 641, 999]
paragraph: Esker guti dute beraz egun hemengo berri tcharrek. Bizkitartean, gure departamenduko lau errephimendu hemen daudenaz geroz, erdi deskantsuan, eta bertze hiru lehen auzokoak, usaiako soluaer eginten duzue begitarte on.	[89, 565, 358, 650]
text-line: Elhestaku ginen go sam eldikose ?	[949, 1704, 1118, 1716]
price-cell: dotzena.	[1084, 314, 1135, 328]
text-line: Harich kukuktik, itzarria hantuz,	[949, 1582, 1110, 1594]
paragraph: Mendekioz berri bat edo bertze jo daukute, bainan hasi orduko gelditu. Hatsa labur dute hemen. Orotara ezin hel, alabainan.	[89, 720, 358, 762]
ad-text: BORDEAUX	[1327, 1677, 1426, 1696]
hotel-ad	[1236, 1626, 1517, 1759]
column-3	[656, 85, 928, 2285]
ad-text: 3, place Notre-Dame, BAYONNE	[1269, 1822, 1484, 1837]
paragraph: Holako lanean ez da gizona themaezen odol botzean ; erhokeriaz ez bada, behar gorriz edo ezinbertzez, jazarria zauku etsaia holako xeraalan.	[89, 1852, 358, 1908]
paragraph: Bereen ustez, Alemanek zortzi eguneen ianari lotuak ziren hor : ezin burrun tatu aste osoak ari dire gurekin borroka, hats hantuak, jo eskuin, jo ezker, iduri eta ifernuko debrurak darabiltzala, erho-buru izigarri batean burzuratarik.	[89, 1760, 358, 1845]
ad-text: P. FORT.	[1354, 701, 1399, 715]
paragraph: Ordokia hori gure eskuidebko errechimenduek hartu zuten, gerlako bigarren hilabetheari, ostua gostarik, bereziki Ville aux Bois deitzen herriaren inguruetan. Orai bertze batzu dire hor, gu ezkerrago, bainan arras hurbil.	[89, 893, 358, 979]
recommended-shops	[1236, 735, 1517, 1049]
text-line: Elhe asher beskatuko zeta ez aldè,	[949, 1421, 1119, 1433]
ad-title: Crédit Lyonnais	[1238, 1068, 1515, 1106]
poem	[943, 1161, 1221, 1607]
text-line: Jainkoak jaurerik ekhiskan dinu gohagi.	[949, 1655, 1145, 1667]
paragraph: MILAFRANGA. — Herri hortan, nolazbeit noizere, barotzgoan ari zen bat izanen dute lagun handearekin behorbiru hilabetheentzat. Dirurik lalimbadute, hunen bazterra tiko handiaren eskerriak. Bela bat ebatsia zuelakotz, Baionan kondenatu laugarren bau kasetek erran dute. Milafranga dela. Ez ermnde dela. Bi bera jaun den astelehenean bertzeltzeko, Baionan bizi hilabetheentzat gakuz dutena ere. Bat Milafrenga Don-Martinen egoki zen, bertzea Larrespuntan. Baina bertzetik jinak omen dire horrat ! Ez alaal dut egiazko bidebatez jakin.	[656, 1701, 928, 1886]
ad-text: Crédit Lyonnais Hartzen eta Pagatzen ditu	[1248, 1120, 1506, 1149]
ad-text: 28, Lormand karrikan	[1303, 1435, 1450, 1450]
paragraph: Gure aldi oraikoan Aleman ihiziaren atzemaiteko.	[89, 1222, 358, 1250]
divider	[943, 349, 1221, 350]
divider	[1236, 1364, 1517, 1366]
paragraph: Ondoko egunetan zer izanen bada ere, ez dugu zeren gudu hortaz lotsa : munduguziak ikusten du eta erraiten goraki Alemanak atzeman duela hor bere tropa azkarrenen hobia.	[372, 272, 641, 343]
ad-text: Credit Lioneko empleatua, gauza hortaz berezirki kargatua dena.	[1255, 1326, 1498, 1356]
text-line: Aron guzen zer da bete bestalde,	[949, 1409, 1112, 1421]
price-cell: Gasna	[944, 328, 980, 342]
ad-text: Chevalier de la Légion d'Honneur,	[1279, 256, 1474, 270]
text-line: Urhats bat aitzina, beskia han bereko,	[949, 1260, 1137, 1272]
divider	[1236, 724, 1517, 726]
ad-text: de Bayonne	[1449, 485, 1517, 499]
coal-ad	[1236, 1375, 1517, 1607]
paragraph: Nos combattants héroïques ont toujours besoin d'un puissant matériel : pour nous afin de les soutenir leur donner de larges approvisionnements en prêtant nos ressources disponibles à l'État.	[943, 1820, 1221, 1892]
ad-city: BAYONNE	[1327, 771, 1426, 792]
paragraph: Ezinbertez, geroaren beha ezin ego nez. Horra zertako ekin diote hemen ; eta sensagerra zutela ; horra zertako Gilamo eta premua, alta semeak, biak elgarrekin hor daudеn, guduaren buhatzale, horra zertako artilleria bat baitute bat ; horra zertako Bapiz gurzien barritzekoa ; horra zertako lotu diren Verdun-eko gune azkar eta lerro gaitzeri : hor baita ere nork atchiu ?	[89, 1915, 358, 2043]
paragraph: ZALGIZE. — Bere aldian merechi du gure herriko gazteria alphirik izatla, eta bere phartia ouhourez etchekitzen du Frantziaren etsaiari buhurtzeko.	[943, 721, 1221, 777]
text-line: QUINCAILLERIE : A. Soulard, rue Argenterie.	[1236, 957, 1463, 969]
paragraph: DONIBANE-LOHIZUNE. — Gan den astean, zare biltze bakhar batez, Saint-Léon untziko arrantzarik harrapatu dituzte ehun eta hamar mila charreta.	[656, 1892, 928, 1948]
